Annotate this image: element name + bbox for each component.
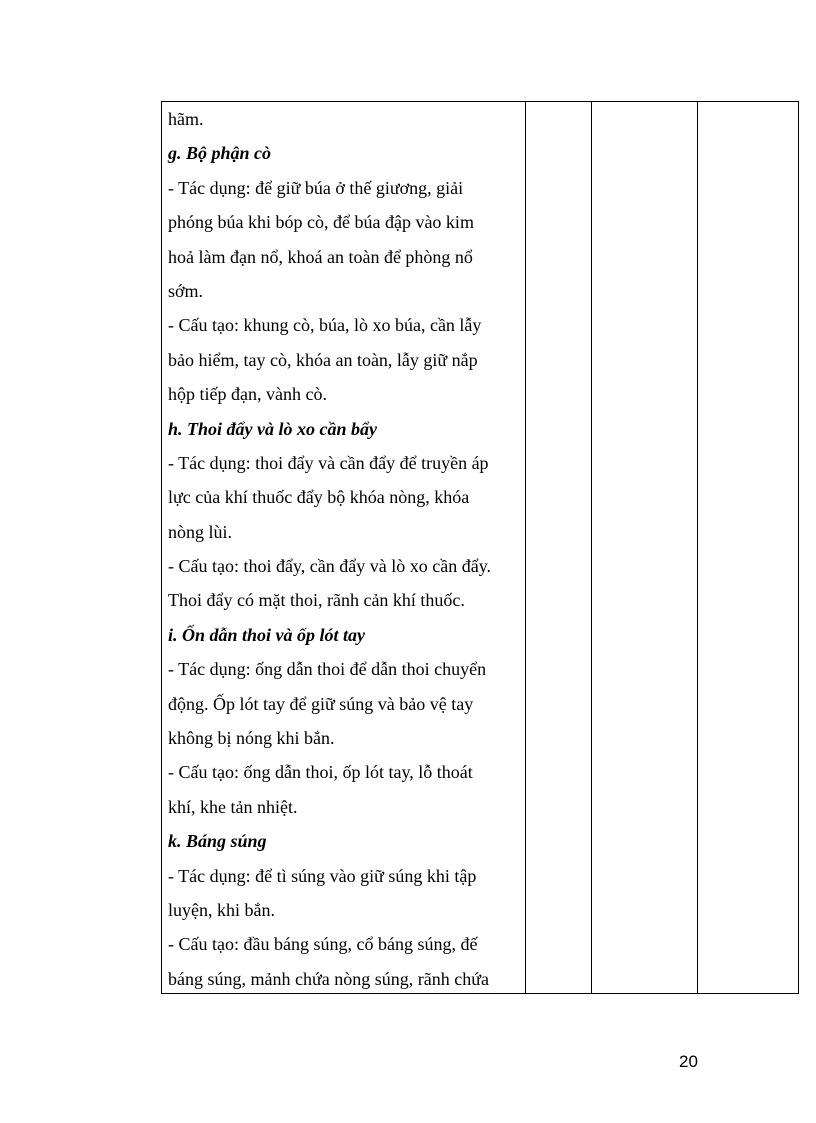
text-line: sớm. (168, 280, 204, 301)
section-heading: i. Ốn dẫn thoi và ốp lót tay (168, 624, 366, 645)
table-column-divider (697, 102, 698, 993)
text-line: báng súng, mảnh chứa nòng súng, rãnh chứa (168, 968, 489, 989)
text-line: - Cấu tạo: thoi đẩy, cần đẩy và lò xo cần đẩy. (168, 556, 492, 577)
text-line: - Tác dụng: để giữ búa ở thế giương, giải (168, 177, 464, 198)
content-column (168, 102, 520, 996)
section-heading: g. Bộ phận cò (168, 143, 272, 164)
text-line: phóng búa khi bóp cò, để búa đập vào kim (168, 212, 474, 233)
text-line: hãm. (168, 109, 204, 129)
text-line: động. Ốp lót tay để giữ súng và bảo vệ tay (168, 693, 474, 714)
content-table (161, 101, 799, 994)
text-line: Thoi đẩy có mặt thoi, rãnh cản khí thuốc. (168, 590, 465, 611)
text-line: khí, khe tản nhiệt. (168, 796, 298, 817)
text-line: - Cấu tạo: khung cò, búa, lò xo búa, cần lẫy (168, 315, 482, 336)
section-heading: h. Thoi đẩy và lò xo cần bẩy (168, 418, 377, 439)
text-line: - Cấu tạo: ống dẫn thoi, ốp lót tay, lỗ thoát (168, 762, 473, 783)
text-line: không bị nóng khi bắn. (168, 728, 335, 749)
text-line: hoả làm đạn nổ, khoá an toàn để phòng nổ (168, 246, 473, 267)
text-line: - Tác dụng: ống dẫn thoi để dẫn thoi chuyển (168, 659, 487, 680)
text-line: - Tác dụng: thoi đẩy và cần đẩy để truyền áp (168, 452, 489, 473)
text-line: nòng lùi. (168, 521, 233, 542)
text-line: bảo hiểm, tay cò, khóa an toàn, lẫy giữ nắp (168, 349, 478, 370)
table-column-divider (525, 102, 526, 993)
text-line: hộp tiếp đạn, vành cò. (168, 384, 327, 405)
table-column-divider (591, 102, 592, 993)
text-line: lực của khí thuốc đẩy bộ khóa nòng, khóa (168, 487, 470, 508)
text-line: luyện, khi bắn. (168, 899, 275, 920)
page-number: 20 (679, 1052, 698, 1071)
text-line: - Tác dụng: để tì súng vào giữ súng khi tập (168, 865, 477, 886)
section-heading: k. Báng súng (168, 831, 267, 852)
text-line: - Cấu tạo: đầu báng súng, cổ báng súng, đế (168, 934, 478, 955)
